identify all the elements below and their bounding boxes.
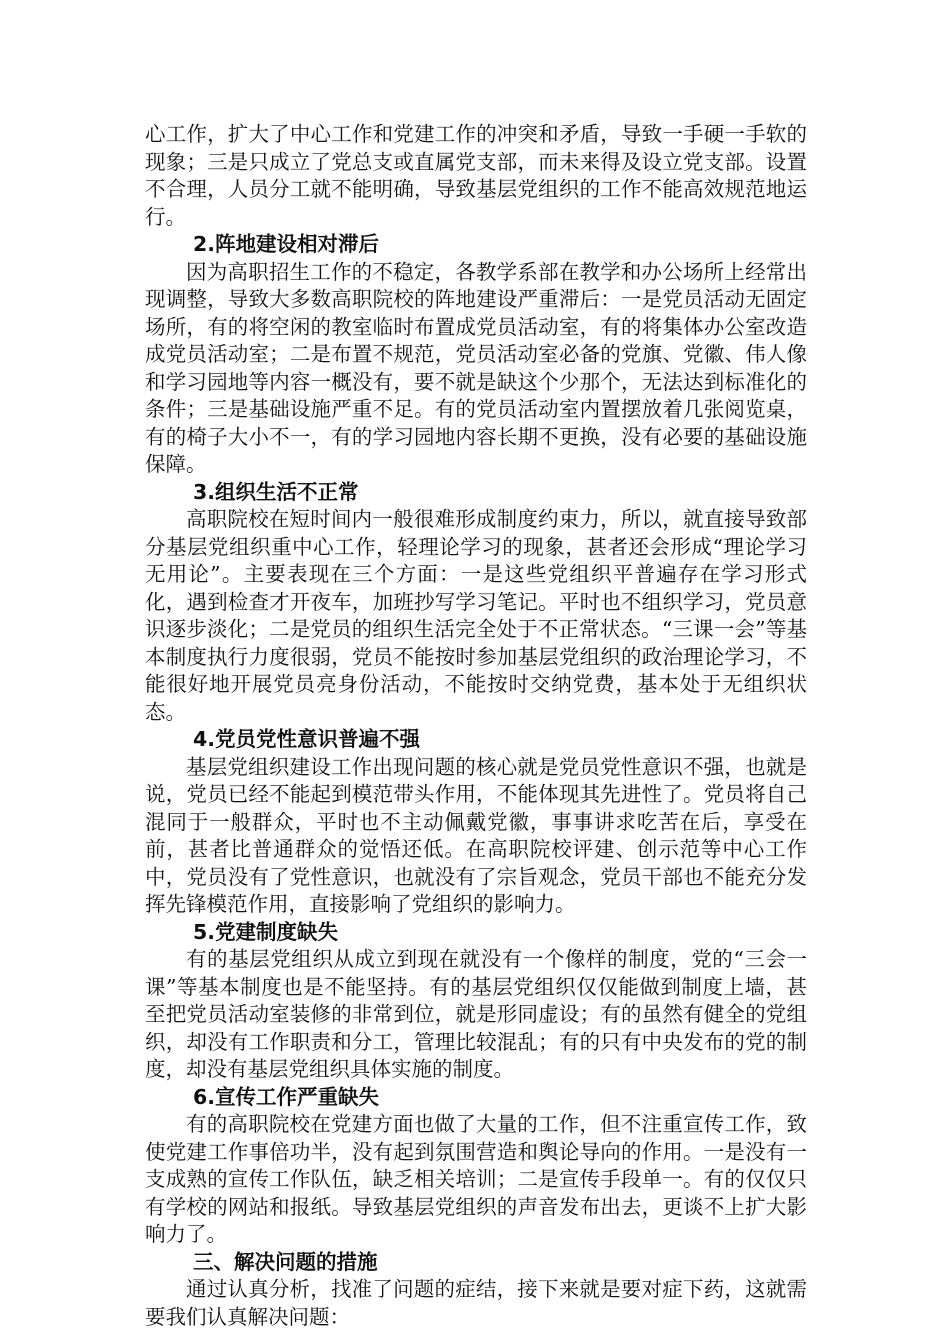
paragraph-3: 高职院校在短时间内一般很难形成制度约束力，所以，就直接导致部分基层党组织重中心工作，轻理论学习的现象，甚者还会形成“理论学习无用论”。主要表现在三个方面：一是这些党组织平普遍存在学习形式化，遇到检查才开夜车，加班抄写学习笔记。平时也不组织学习，党员意识逐步淡化；二是党员的组织生活完全处于不正常状态。“三课一会”等基本制度执行力度很弱，党员不能按时参加基层党组织的政治理论学习，不能很好地开展党员亮身份活动，不能按时交纳党费，基本处于无组织状态。 xyxy=(145,507,807,724)
paragraph-6: 有的高职院校在党建方面也做了大量的工作，但不注重宣传工作，致使党建工作事倍功半，没有起到氛围营造和舆论导向的作用。一是没有一支成熟的宣传工作队伍，缺乏相关培训；二是宣传手段单一。有的仅仅只有学校的网站和报纸。导致基层党组织的声音发布出去，更谈不上扩大影响力了。 xyxy=(145,1112,807,1246)
section-heading-4: 4.党员党性意识普遍不强 xyxy=(193,727,421,751)
paragraph-5: 有的基层党组织从成立到现在就没有一个像样的制度，党的“三会一课”等基本制度也是不能坚持。有的基层党组织仅仅能做到制度上墙，甚至把党员活动室装修的非常到位，就是形同虚设；有的虽然有健全的党组织，却没有工作职责和分工，管理比较混乱；有的只有中央发布的党的制度，却没有基层党组织具体实施的制度。 xyxy=(145,947,807,1081)
paragraph-1: 心工作，扩大了中心工作和党建工作的冲突和矛盾，导致一手硬一手软的现象；三是只成立了党总支或直属党支部，而未来得及设立党支部。设置不合理，人员分工就不能明确，导致基层党组织的工作不能高效规范地运行。 xyxy=(145,122,807,229)
paragraph-2: 因为高职招生工作的不稳定，各教学系部在教学和办公场所上经常出现调整，导致大多数高职院校的阵地建设严重滞后：一是党员活动无固定场所，有的将空闲的教室临时布置成党员活动室，有的将集体办公室改造成党员活动室；二是布置不规范，党员活动室必备的党旗、党徽、伟人像和学习园地等内容一概没有，要不就是缺这个少那个，无法达到标准化的条件；三是基础设施严重不足。有的党员活动室内置摆放着几张阅览桌，有的椅子大小不一，有的学习园地内容长期不更换，没有必要的基础设施保障。 xyxy=(145,259,807,476)
paragraph-4: 基层党组织建设工作出现问题的核心就是党员党性意识不强，也就是说，党员已经不能起到模范带头作用，不能体现其先进性了。党员将自己混同于一般群众，平时也不主动佩戴党徽，事事讲求吃苦在后，享受在前，甚者比普通群众的觉悟还低。在高职院校评建、创示范等中心工作中，党员没有了党性意识，也就没有了宗旨观念，党员干部也不能充分发挥先锋模范作用，直接影响了党组织的影响力。 xyxy=(145,754,807,916)
document-body xyxy=(145,121,807,1331)
section-heading-6: 6.宣传工作严重缺失 xyxy=(193,1084,380,1109)
section-heading-3: 3.组织生活不正常 xyxy=(193,479,359,504)
section-heading-5: 5.党建制度缺失 xyxy=(193,919,339,944)
section-heading-2: 2.阵地建设相对滞后 xyxy=(193,232,380,256)
section-heading-measures: 三、解决问题的措施 xyxy=(193,1249,378,1274)
paragraph-7: 通过认真分析，找准了问题的症结，接下来就是要对症下药，这就需要我们认真解决问题： xyxy=(145,1277,807,1329)
